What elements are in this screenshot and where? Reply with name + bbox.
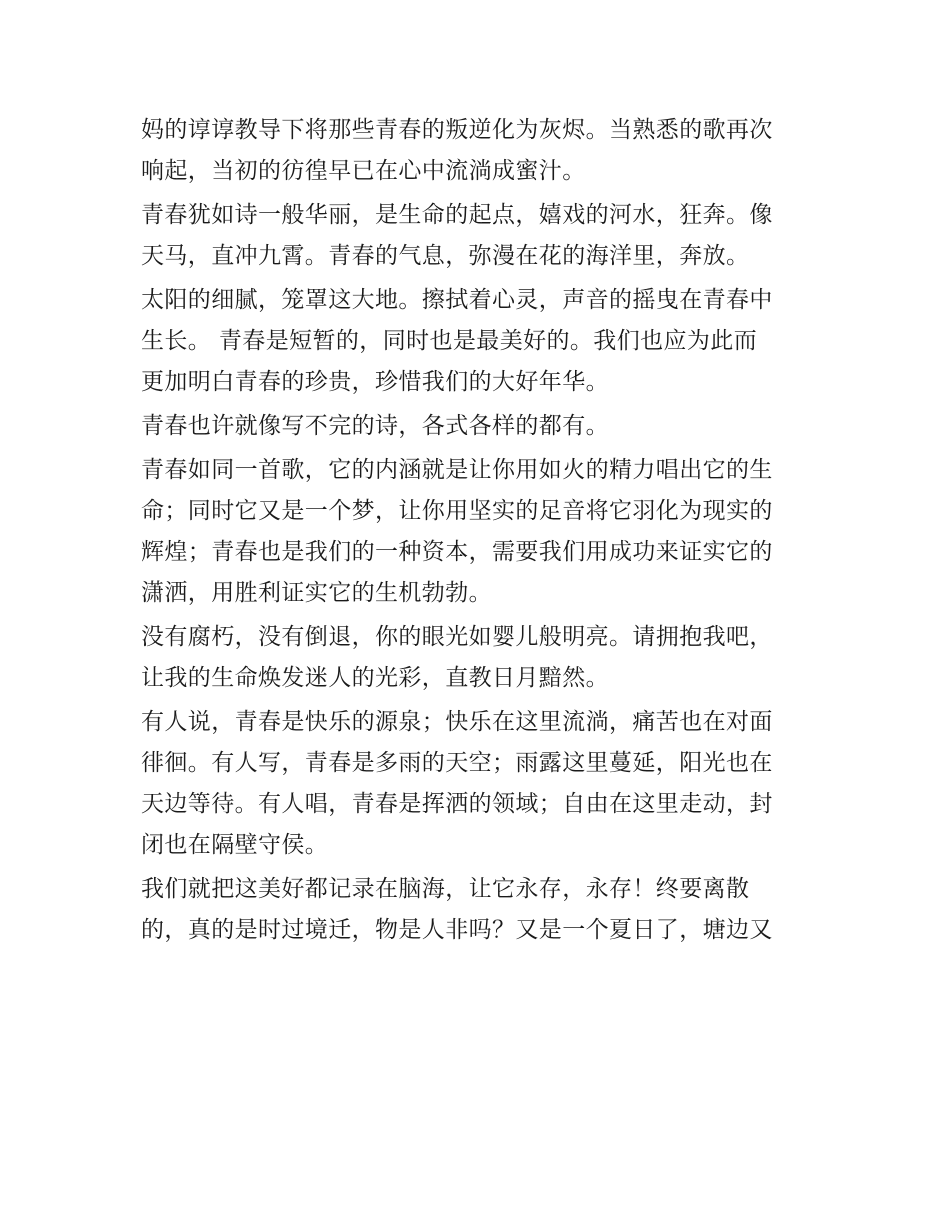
text-line: 天马，直冲九霄。青春的气息，弥漫在花的海洋里，奔放。: [141, 243, 750, 269]
text-line: 天边等待。有人唱，青春是挥洒的领域；自由在这里走动，封: [141, 791, 773, 817]
text-line: 青春如同一首歌，它的内涵就是让你用如火的精力唱出它的生: [141, 457, 773, 483]
text-line: 辉煌；青春也是我们的一种资本，需要我们用成功来证实它的: [141, 539, 773, 565]
text-line: 徘徊。有人写，青春是多雨的天空；雨露这里蔓延，阳光也在: [141, 750, 773, 776]
text-line: 我们就把这美好都记录在脑海，让它永存，永存！终要离散: [141, 876, 750, 902]
paragraph: [141, 450, 821, 614]
paragraph: [141, 617, 821, 699]
text-line: 命；同时它又是一个梦，让你用坚实的足音将它羽化为现实的: [141, 498, 773, 524]
text-line: 闭也在隔壁守侯。: [141, 832, 329, 858]
text-line: 的，真的是时过境迁，物是人非吗？又是一个夏日了，塘边又: [141, 917, 773, 943]
document-body: [141, 110, 821, 951]
paragraph: [141, 195, 821, 277]
text-line: 响起，当初的彷徨早已在心中流淌成蜜汁。: [141, 158, 586, 184]
paragraph: [141, 406, 821, 447]
text-line: 生长。 青春是短暂的，同时也是最美好的。我们也应为此而: [141, 328, 758, 354]
text-line: 没有腐朽，没有倒退，你的眼光如婴儿般明亮。请拥抱我吧，: [141, 624, 773, 650]
text-line: 让我的生命焕发迷人的光彩，直教日月黯然。: [141, 665, 609, 691]
paragraph: [141, 869, 821, 951]
paragraph: [141, 702, 821, 866]
text-line: 有人说，青春是快乐的源泉；快乐在这里流淌，痛苦也在对面: [141, 709, 773, 735]
text-line: 更加明白青春的珍贵，珍惜我们的大好年华。: [141, 369, 609, 395]
text-line: 潇洒，用胜利证实它的生机勃勃。: [141, 580, 492, 606]
text-line: 青春也许就像写不完的诗，各式各样的都有。: [141, 413, 609, 439]
paragraph: [141, 110, 821, 192]
text-line: 太阳的细腻，笼罩这大地。擦拭着心灵，声音的摇曳在青春中: [141, 287, 773, 313]
paragraph: [141, 280, 821, 403]
text-line: 妈的谆谆教导下将那些青春的叛逆化为灰烬。当熟悉的歌再次: [141, 117, 773, 143]
text-line: 青春犹如诗一般华丽，是生命的起点，嬉戏的河水，狂奔。像: [141, 202, 773, 228]
